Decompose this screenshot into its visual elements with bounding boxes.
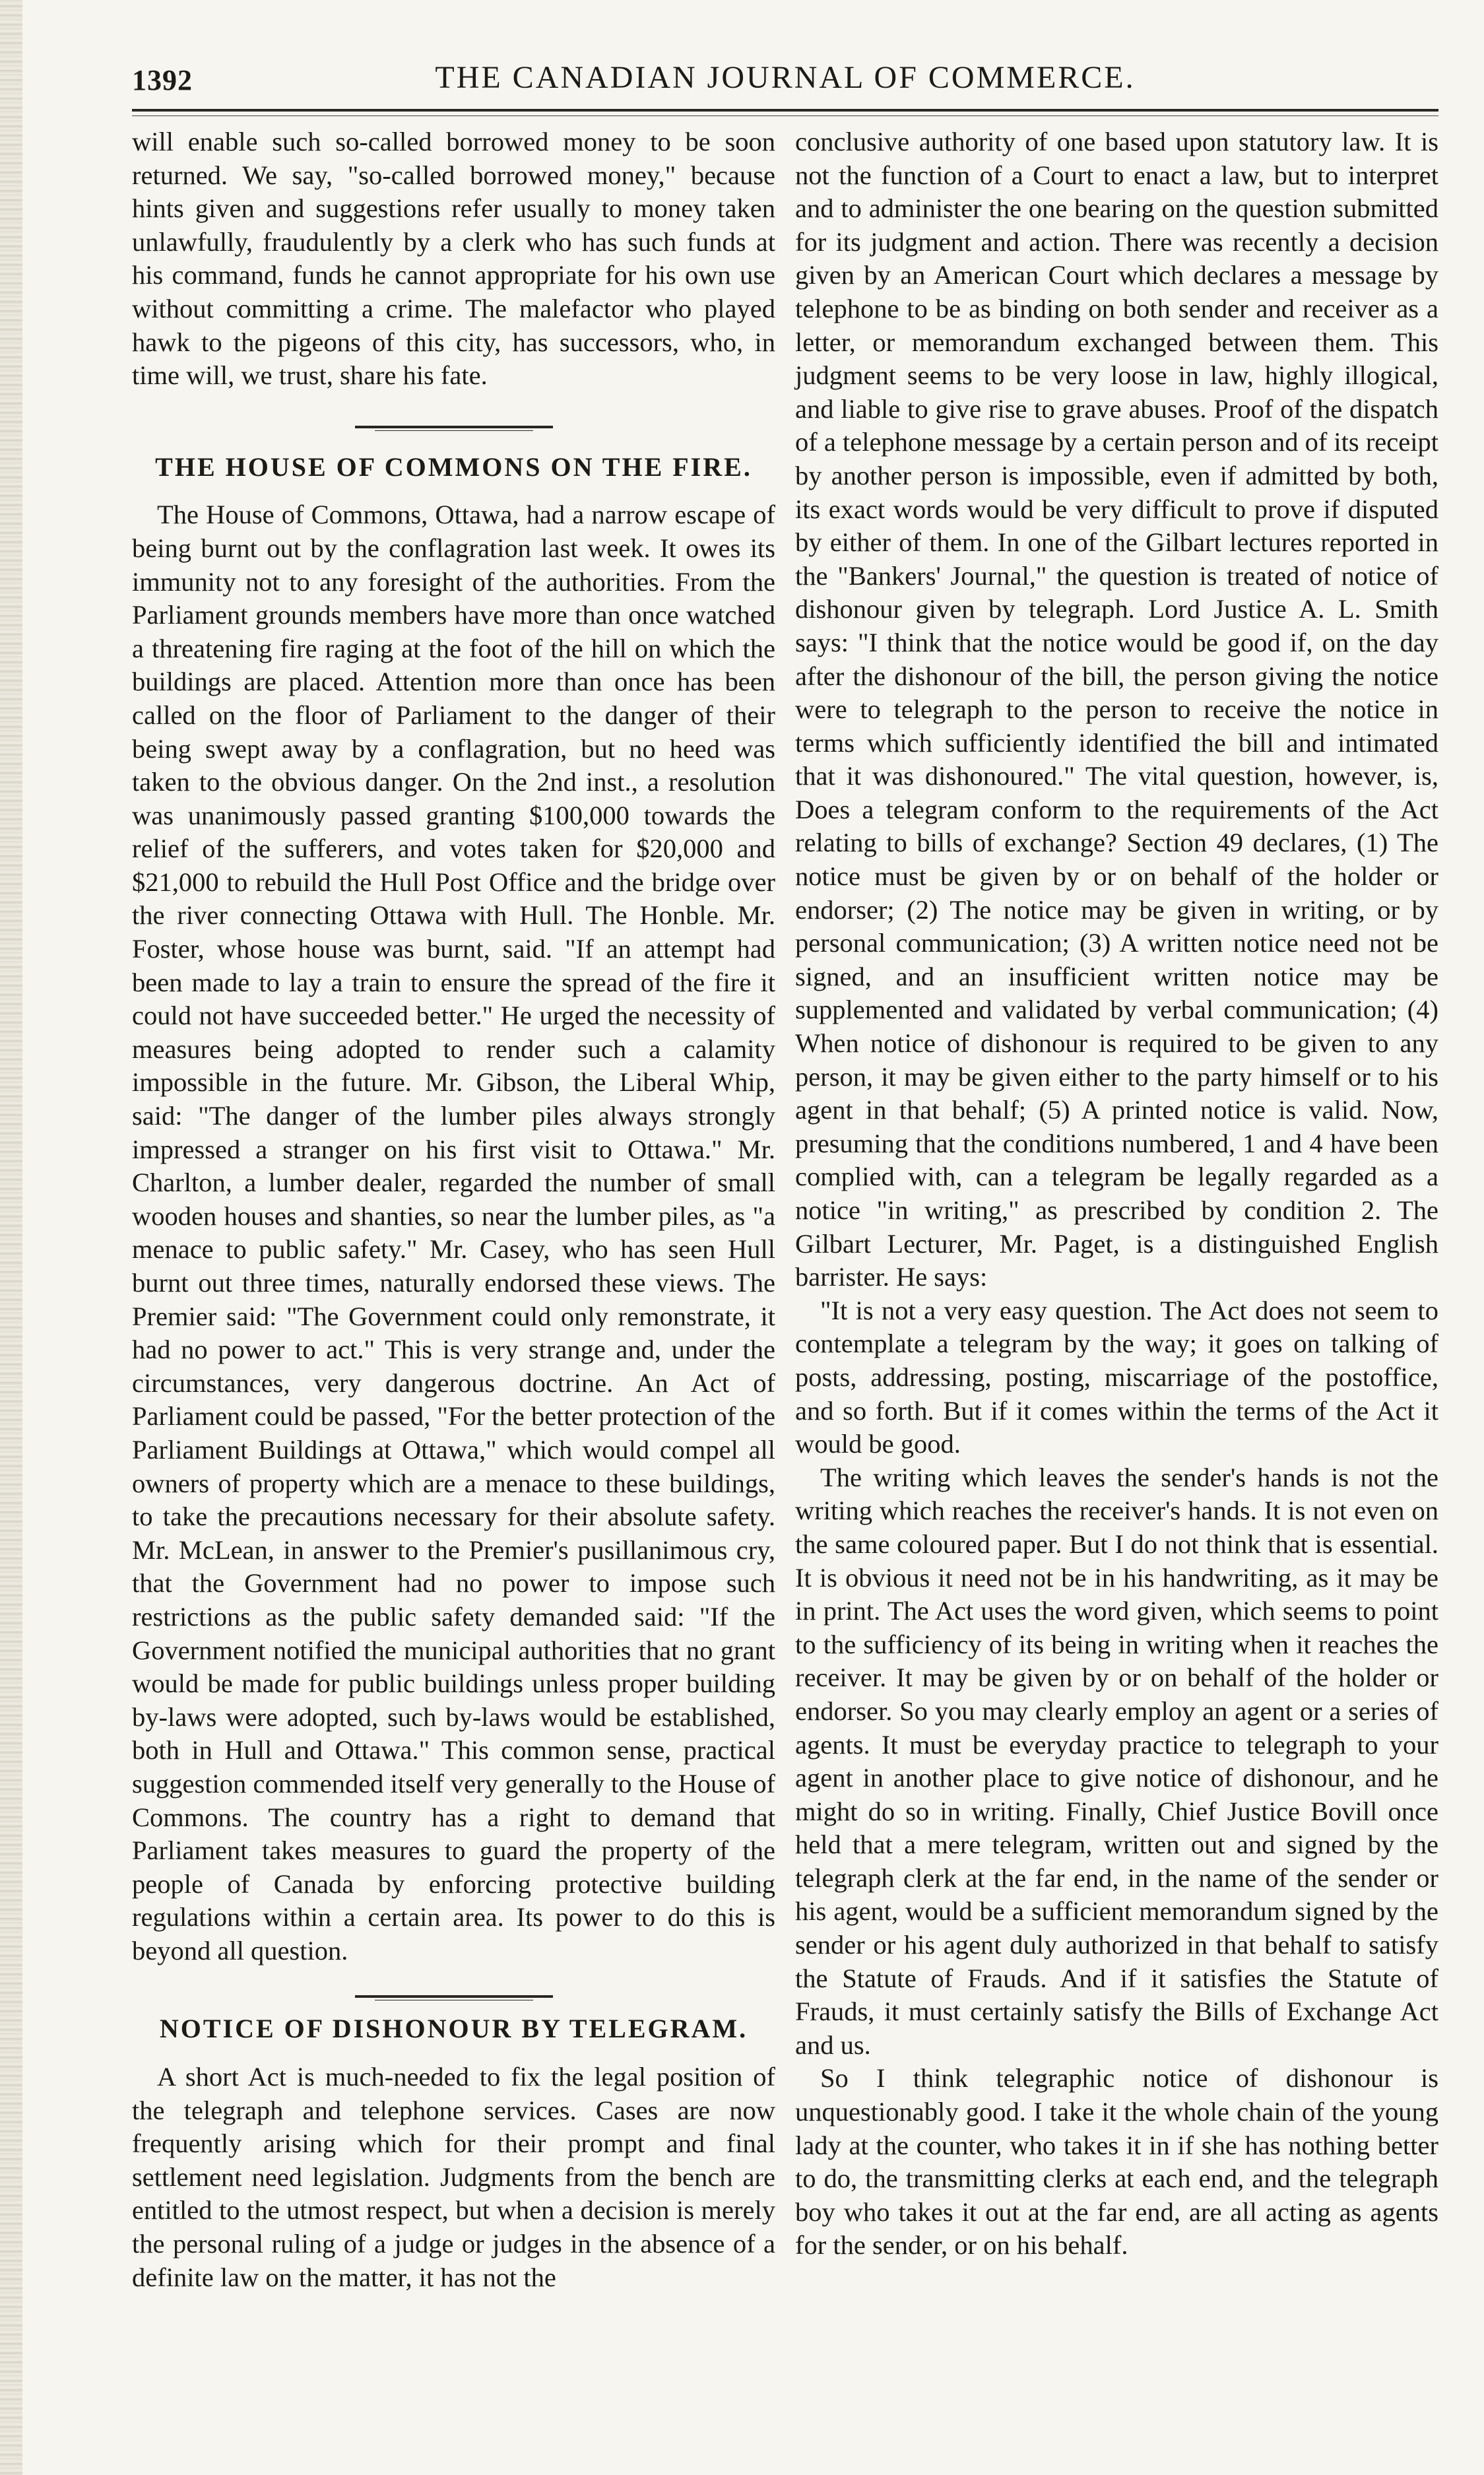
page-number: 1392	[132, 64, 193, 96]
section-divider	[355, 422, 553, 431]
quote-paragraph-1: "It is not a very easy question. The Act does not seem to contemplate a telegram by the way; it goes on talking of posts, addressing, posting, miscarriage of the postoffice, and so forth. But if it comes within the terms of the Act it would be good.	[795, 1295, 1438, 1459]
house-of-commons-heading: THE HOUSE OF COMMONS ON THE FIRE.	[155, 451, 752, 482]
page-header	[132, 54, 1438, 107]
quote-paragraph-3: So I think telegraphic notice of dishonour is unquestionably good. I take it the whole chain of the young lady at the counter, who takes it in if she has nothing better to do, the transmitting clerks at each end, and the telegraph boy who takes it out at the far end, are all acting as agents for the sender, or on his behalf.	[795, 2063, 1438, 2260]
journal-title: THE CANADIAN JOURNAL OF COMMERCE.	[435, 60, 1136, 95]
house-of-commons-paragraph: The House of Commons, Ottawa, had a narrow escape of being burnt out by the conflagration last week. It owes its immunity not to any foresight of the authorities. From the Parliament grounds members have more than once watched a threatening fire raging at the foot of the hill on which the buildings are placed. Attention more than once has been called on the floor of Parliament to the danger of their being swept away by a conflagration, but no heed was taken to the obvious danger. On the 2nd inst., a resolution was unanimously passed granting $100,000 towards the relief of the sufferers, and votes taken for $20,000 and $21,000 to rebuild the Hull Post Office and the bridge over the river connecting Ottawa with Hull. The Honble. Mr. Foster, whose house was burnt, said. "If an attempt had been made to lay a train to ensure the spread of the fire it could not have succeeded better." He urged the necessity of measures being adopted to render such a calamity impossible in the future. Mr. Gibson, the Liberal Whip, said: "The danger of the lumber piles always strongly impressed a stranger on his first visit to Ottawa." Mr. Charlton, a lumber dealer, regarded the number of small wooden houses and shanties, so near the lumber piles, as "a menace to public safety." Mr. Casey, who has seen Hull burnt out three times, naturally endorsed these views. The Premier said: "The Government could only remonstrate, it had no power to act." This is very strange and, under the circumstances, very dangerous doctrine. An Act of Parliament could be passed, "For the better protection of the Parliament Buildings at Ottawa," which would compel all owners of property which are a menace to these buildings, to take the precautions necessary for their absolute safety. Mr. McLean, in answer to the Premier's pusillanimous cry, that the Government had no power to impose such restrictions as the public safety demanded said: "If the Government notified the municipal authorities that no grant would be made for public buildings unless proper building by-laws were adopted, such by-laws would be established, both in Hull and Ottawa." This common sense, practical suggestion commended itself very generally to the House of Commons. The country has a right to demand that Parliament takes measures to guard the property of the people of Canada by enforcing protective building regulations within a certain area. Its power to do this is beyond all question.	[132, 500, 775, 1965]
left-column	[132, 125, 775, 2294]
page-binding-edge	[0, 0, 22, 2475]
section-divider	[355, 1991, 553, 2000]
notice-of-dishonour-paragraph: A short Act is much-needed to fix the legal position of the telegraph and telephone services. Cases are now frequently arising which for their prompt and final settlement need legislation. Judgments from the bench are entitled to the utmost respect, but when a decision is merely the personal ruling of a judge or judges in the absence of a definite law on the matter, it has not the	[132, 2062, 775, 2292]
right-column	[795, 125, 1438, 2262]
notice-of-dishonour-heading: NOTICE OF DISHONOUR BY TELEGRAM.	[159, 2014, 748, 2044]
quote-paragraph-2: The writing which leaves the sender's hands is not the writing which reaches the receiver's hands. It is not even on the same coloured paper. But I do not think that is essential. It is obvious it need not be in his handwriting, as it may be in print. The Act uses the word given, which seems to point to the sufficiency of its being in writing when it reaches the receiver. It may be given by or on behalf of the holder or endorser. So you may clearly employ an agent or a series of agents. It must be everyday practice to telegraph to your agent in another place to give notice of dishonour, and he might do so in writing. Finally, Chief Justice Bovill once held that a mere telegram, written out and signed by the telegraph clerk at the far end, in the name of the sender or his agent, would be a sufficient memorandum signed by the sender or his agent duly authorized in that behalf to satisfy the Statute of Frauds. And if it satisfies the Statute of Frauds, it must certainly satisfy the Bills of Exchange Act and us.	[795, 1462, 1438, 2060]
intro-paragraph: will enable such so-called borrowed money to be soon returned. We say, "so-called borrowed money," because hints given and suggestions refer usually to money taken unlawfully, fraudulently by a clerk who has such funds at his command, funds he cannot appropriate for his own use without committing a crime. The malefactor who played hawk to the pigeons of this city, has successors, who, in time will, we trust, share his fate.	[132, 127, 775, 391]
header-rule	[132, 109, 1438, 112]
right-paragraph-continued: conclusive authority of one based upon statutory law. It is not the function of a Court to enact a law, but to interpret and to administer the one bearing on the question submitted for its judgment and action. There was recently a decision given by an American Court which declares a message by telephone to be as binding on both sender and receiver as a letter, or memorandum exchanged between them. This judgment seems to be very loose in law, highly illogical, and liable to give rise to grave abuses. Proof of the dispatch of a telephone message by a certain person and of its receipt by another person is impossible, even if admitted by both, its exact words would be very difficult to prove if disputed by either of them. In one of the Gilbart lectures reported in the "Bankers' Journal," the question is treated of notice of dishonour given by telegraph. Lord Justice A. L. Smith says: "I think that the notice would be good if, on the day after the dishonour of the bill, the person giving the notice were to telegraph to the person to receive the notice in terms which sufficiently identified the bill and intimated that it was dishonoured." The vital question, however, is, Does a telegram conform to the requirements of the Act relating to bills of exchange? Section 49 declares, (1) The notice must be given by or on behalf of the holder or endorser; (2) The notice may be given in writing, or by personal communication; (3) A written notice need not be signed, and an insufficient written notice may be supplemented and validated by verbal communication; (4) When notice of dishonour is required to be given to any person, it may be given either to the party himself or to his agent in that behalf; (5) A printed notice is valid. Now, presuming that the conditions numbered, 1 and 4 have been complied with, can a telegram be legally regarded as a notice "in writing," as prescribed by condition 2. The Gilbart Lecturer, Mr. Paget, is a distinguished English barrister. He says:	[795, 127, 1438, 1292]
